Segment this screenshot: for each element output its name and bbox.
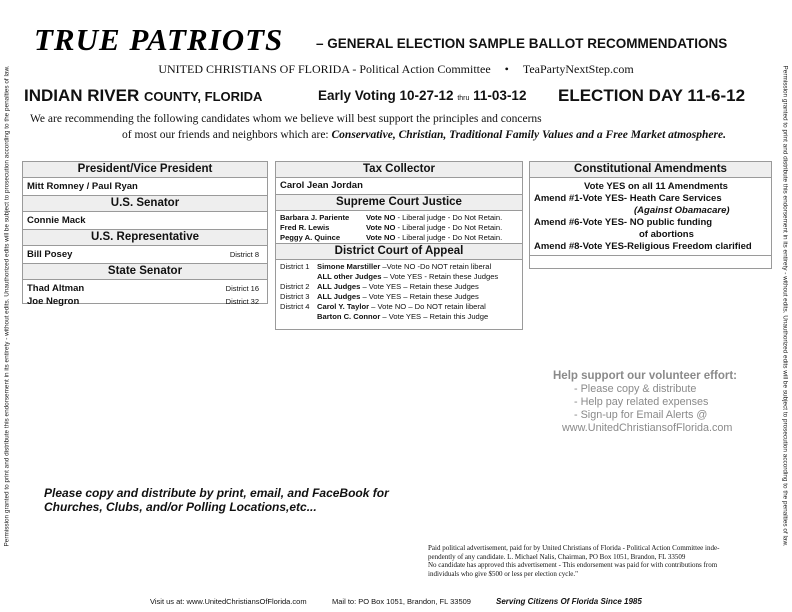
help-title: Help support our volunteer effort: <box>553 370 737 382</box>
dca-judge: Barton C. Connor <box>317 312 381 321</box>
intro-line-2 <box>122 129 726 141</box>
page-subtitle: – GENERAL ELECTION SAMPLE BALLOT RECOMMENDATIONS <box>316 36 728 51</box>
org-site: TeaPartyNextStep.com <box>522 62 634 76</box>
tax-collector-header: Tax Collector <box>276 162 522 178</box>
dca-district: District 4 <box>280 302 310 311</box>
dca-vote: – Vote YES - Retain these Judges <box>381 272 499 281</box>
dca-list <box>276 260 522 322</box>
footer-visit[interactable]: Visit us at: www.UnitedChristiansOfFlorida.com <box>150 597 307 606</box>
state-senator-header: State Senator <box>23 263 267 280</box>
dca-row <box>276 292 522 302</box>
state-senator-row-1 <box>23 282 267 295</box>
dca-judge: ALL other Judges <box>317 272 382 281</box>
help-item: - Please copy & distribute <box>574 383 697 395</box>
president-candidate: Mitt Romney / Paul Ryan <box>27 181 138 192</box>
amend-all: Vote YES on all 11 Amendments <box>584 181 728 192</box>
help-item: - Help pay related expenses <box>574 396 709 408</box>
dca-vote: – Vote YES – Retain these Judges <box>360 282 479 291</box>
bullet-separator: • <box>504 62 509 76</box>
us-rep-header: U.S. Representative <box>23 229 267 246</box>
amend-1: Amend #1-Vote YES- Heath Care Services <box>534 193 722 204</box>
intro-line-2-values: Conservative, Christian, Traditional Family Values and a Free Market atmosphere. <box>331 129 726 141</box>
help-item: - Sign-up for Email Alerts @ <box>574 409 708 421</box>
us-rep-row <box>23 246 267 263</box>
justice-vote <box>366 213 502 223</box>
disclaimer-line: individuals who give $500 or less per election cycle." <box>428 569 579 578</box>
dca-row <box>276 272 522 282</box>
dca-row <box>276 282 522 292</box>
right-permission-text: Permission granted to print and distribute this endorsement in its entirety - without edits. Unauthorized edits will be subject to prosecution according to the penalties of law. <box>781 65 789 547</box>
us-senator-candidate: Connie Mack <box>27 215 86 226</box>
county-suffix: COUNTY, FLORIDA <box>143 89 263 104</box>
page-title: TRUE PATRIOTS <box>34 22 284 57</box>
dca-judge: Carol Y. Taylor <box>317 302 370 311</box>
footer-serving: Serving Citizens Of Florida Since 1985 <box>496 597 642 606</box>
justice-vote-note: - Liberal judge - Do Not Retain. <box>395 233 503 242</box>
left-margin-notice <box>0 0 14 612</box>
federal-state-box <box>22 161 268 307</box>
amend-6-note: of abortions <box>639 229 694 240</box>
amendments-header: Constitutional Amendments <box>530 162 771 178</box>
org-line <box>0 62 792 77</box>
dca-judge: Simone Marstiller <box>317 262 381 271</box>
dca-judge: ALL Judges <box>317 292 361 301</box>
dca-row <box>276 262 522 272</box>
amend-8: Amend #8-Vote YES-Religious Freedom clarified <box>534 241 752 252</box>
disclaimer-line: pendently of any candidate. L. Michael Nalis, Chairman, PO Box 1051, Brandon, FL 33509 <box>428 552 686 561</box>
amend-1-note: (Against Obamacare) <box>634 205 730 216</box>
justice-vote-label: Vote NO <box>366 223 396 232</box>
supreme-court-header: Supreme Court Justice <box>276 194 522 211</box>
dca-row <box>276 302 522 312</box>
justice-vote-note: - Liberal judge - Do Not Retain. <box>395 223 503 232</box>
disclaimer <box>428 544 768 578</box>
justice-vote-label: Vote NO <box>366 233 396 242</box>
dca-text <box>317 302 486 312</box>
state-senator-row-2 <box>23 295 267 308</box>
dca-vote: – Vote YES – Retain these Judges <box>360 292 479 301</box>
justice-row <box>276 223 522 233</box>
state-senator-2-district: District 32 <box>225 297 259 306</box>
us-rep-candidate: Bill Posey <box>27 249 73 260</box>
justice-name: Fred R. Lewis <box>280 223 330 232</box>
dca-text <box>317 312 488 322</box>
copy-note-line-2: Churches, Clubs, and/or Polling Locations,etc... <box>44 500 317 514</box>
president-header: President/Vice President <box>23 162 267 178</box>
amendments-divider <box>530 255 771 256</box>
state-senator-2: Joe Negron <box>27 296 80 307</box>
district-court-header: District Court of Appeal <box>276 243 522 260</box>
dca-text <box>317 262 491 272</box>
right-margin-notice <box>778 0 792 612</box>
org-name: UNITED CHRISTIANS OF FLORIDA - Political Action Committee <box>158 62 491 76</box>
justices-list <box>276 211 522 243</box>
help-url[interactable]: www.UnitedChristiansofFlorida.com <box>562 422 733 434</box>
amendments-box <box>529 161 772 269</box>
left-permission-text: Permission granted to print and distribute this endorsement in its entirety - without edits. Unauthorized edits will be subject to prosecution according to the penalties of law. <box>3 65 11 547</box>
intro-line-2-plain: of most our friends and neighbors which are: <box>122 129 329 141</box>
dca-district: District 2 <box>280 282 310 291</box>
early-voting-thru: thru <box>457 95 470 102</box>
justice-vote <box>366 233 502 243</box>
amend-6: Amend #6-Vote YES- NO public funding <box>534 217 713 228</box>
dca-judge: ALL Judges <box>317 282 361 291</box>
title-row <box>34 22 764 58</box>
county-row <box>24 86 764 106</box>
tax-collector-candidate: Carol Jean Jordan <box>280 180 363 191</box>
copy-note-line-1: Please copy and distribute by print, email, and FaceBook for <box>44 486 389 500</box>
footer <box>0 597 792 609</box>
footer-mail: Mail to: PO Box 1051, Brandon, FL 33509 <box>332 597 471 606</box>
us-rep-district: District 8 <box>229 250 259 259</box>
disclaimer-line: No candidate has approved this advertisement - This endorsement was paid for with contributions from <box>428 561 718 569</box>
local-judicial-box <box>275 161 523 330</box>
early-voting <box>318 88 526 103</box>
dca-text <box>317 282 479 292</box>
county-name <box>24 86 262 106</box>
dca-row <box>276 312 522 322</box>
justice-name: Barbara J. Pariente <box>280 213 350 222</box>
dca-district: District 3 <box>280 292 310 301</box>
justice-vote <box>366 223 502 233</box>
dca-text <box>317 292 479 302</box>
copy-note <box>44 486 404 514</box>
intro-line-1: We are recommending the following candidates whom we believe will best support the principles and concerns <box>30 113 542 125</box>
dca-vote: – Vote YES – Retain this Judge <box>380 312 489 321</box>
justice-name: Peggy A. Quince <box>280 233 341 242</box>
early-voting-start: Early Voting 10-27-12 <box>318 88 454 103</box>
disclaimer-line: Paid political advertisement, paid for by United Christians of Florida - Political Action Committee inde- <box>428 544 720 552</box>
state-senator-1: Thad Altman <box>27 283 85 294</box>
election-day: ELECTION DAY 11-6-12 <box>558 86 746 105</box>
dca-text <box>317 272 498 282</box>
dca-district: District 1 <box>280 262 310 271</box>
state-senator-1-district: District 16 <box>225 284 259 293</box>
justice-vote-label: Vote NO <box>366 213 396 222</box>
county-label: INDIAN RIVER <box>24 86 140 105</box>
justice-row <box>276 233 522 243</box>
justice-vote-note: - Liberal judge - Do Not Retain. <box>395 213 503 222</box>
dca-vote: –Vote NO -Do NOT retain liberal <box>380 262 492 271</box>
dca-vote: – Vote NO – Do NOT retain liberal <box>369 302 486 311</box>
justice-row <box>276 213 522 223</box>
amendments-list <box>530 178 771 253</box>
early-voting-end: 11-03-12 <box>473 88 527 103</box>
us-senator-header: U.S. Senator <box>23 195 267 212</box>
